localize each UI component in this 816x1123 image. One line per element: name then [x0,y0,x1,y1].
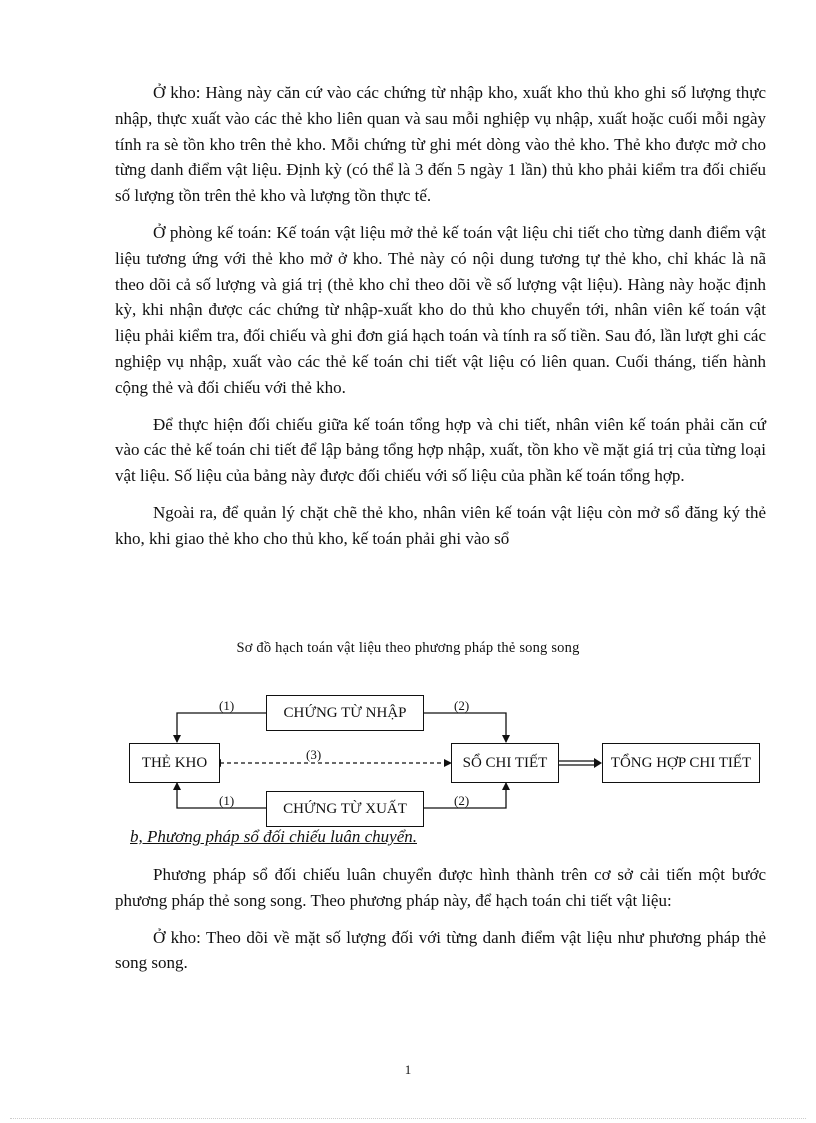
paragraph-accounting-dept: Ở phòng kế toán: Kế toán vật liệu mở thẻ kế toán vật liệu chi tiết cho từng danh điểm vật liệu tương ứng với thẻ kho mở ở kho. Thẻ này có nội dung tương tự thẻ kho, chỉ khác là nã theo dõi cả số lượng và giá trị (thẻ kho chỉ theo dõi về số lượng vật liệu). Hàng này hoặc định kỳ, khi nhận được các chứng từ nhập-xuất kho do thủ kho chuyển tới, nhân viên kế toán vật liệu phải kiểm tra, đối chiếu và ghi đơn giá hạch toán và tính ra số tiền. Sau đó, lần lượt ghi các nghiệp vụ nhập, xuất vào các thẻ kế toán chi tiết vật liệu có liên quan. Cuối tháng, tiến hành cộng thẻ và đối chiếu với thẻ kho. [115,222,766,397]
arrow-nhap-to-thekho [177,713,266,742]
paragraph-warehouse-rotation: Ở kho: Theo dõi về mặt số lượng đối với từng danh điểm vật liệu như phương pháp thẻ song song. [115,927,766,973]
arrow-nhap-to-sochitiet [424,713,506,742]
page-number: 1 [404,1062,412,1077]
paragraph-warehouse: Ở kho: Hàng này căn cứ vào các chứng từ nhập kho, xuất kho thủ kho ghi số lượng thực nhập, thực xuất vào các thẻ kho liên quan và sau mỗi nghiệp vụ nhập, xuất hoặc cuối mỗi ngày tính ra sè tồn kho trên thẻ kho. Mỗi chứng từ ghi mét dòng vào thẻ kho. Thẻ kho được mở cho từng danh điểm vật liệu. Định kỳ (có thể là 3 đến 5 ngày 1 lần) thủ kho phải kiểm tra đối chiếu số lượng tồn trên thẻ kho và lượng tồn thực tế. [115,83,766,206]
box-so-chi-tiet: SỔ CHI TIẾT [451,743,559,783]
label-1-top: (1) [219,698,235,713]
body-text-top [115,80,766,563]
box-chung-tu-nhap: CHỨNG TỪ NHẬP [266,695,424,731]
body-text-bottom [115,862,766,987]
parallel-card-diagram [120,690,770,830]
paragraph-rotation-method: Phương pháp sổ đối chiếu luân chuyển được hình thành trên cơ sở cải tiến một bước phương pháp thẻ song song. Theo phương pháp này, để hạch toán chi tiết vật liệu: [115,865,766,910]
paragraph-card-register: Ngoài ra, để quản lý chặt chẽ thẻ kho, nhân viên kế toán vật liệu còn mở sổ đăng ký thẻ kho, khi giao thẻ kho cho thủ kho, kế toán phải ghi vào sổ [115,502,766,548]
label-1-bottom: (1) [219,793,235,808]
box-chung-tu-xuat: CHỨNG TỪ XUẤT [266,791,424,827]
label-2-top: (2) [454,698,470,713]
label-3: (3) [306,747,322,762]
paragraph-reconciliation: Để thực hiện đối chiếu giữa kế toán tổng hợp và chi tiết, nhân viên kế toán phải căn cứ vào các thẻ kế toán chi tiết để lập bảng tổng hợp nhập, xuất, tồn kho về mặt giá trị của từng loại vật liệu. Số liệu của bảng này được đối chiếu với số liệu của phần kế toán tổng hợp. [115,414,766,486]
diagram-caption: Sơ đồ hạch toán vật liệu theo phương pháp thẻ song song [236,640,580,656]
footer-divider [10,1118,806,1119]
section-subheading: b, Phương pháp sổ đối chiếu luân chuyển. [130,827,417,846]
label-2-bottom: (2) [454,793,470,808]
box-the-kho: THẺ KHO [129,743,220,783]
box-tong-hop-chi-tiet: TỔNG HỢP CHI TIẾT [602,743,760,783]
